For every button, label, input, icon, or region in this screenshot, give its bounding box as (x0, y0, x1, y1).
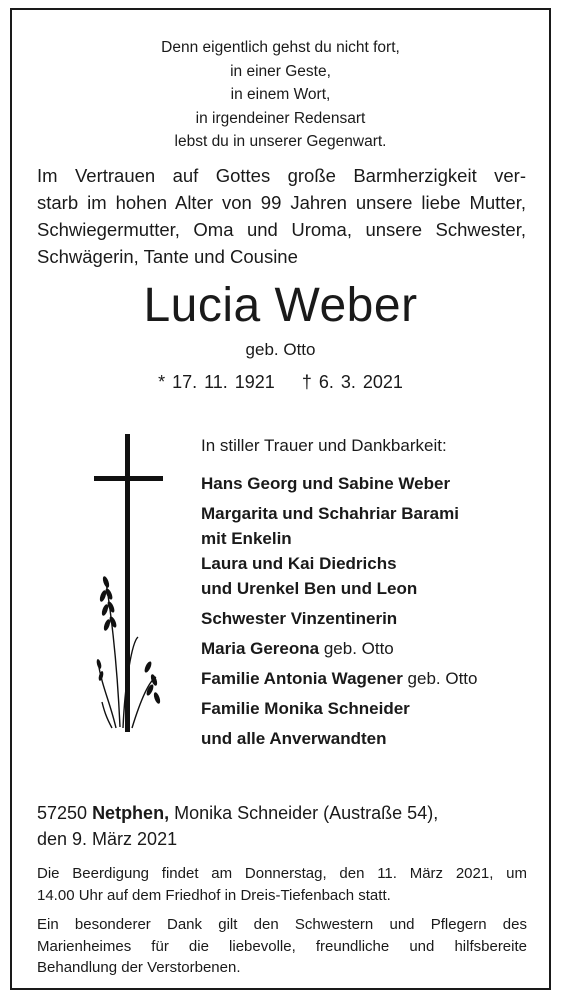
city: Netphen, (92, 803, 170, 823)
poem-line: in einem Wort, (230, 86, 331, 104)
notice-date: den 9. März 2021 (37, 829, 178, 849)
cross-with-grain-icon (92, 432, 187, 737)
mourner-entry (201, 636, 541, 661)
mourner-name: Maria Gereona (201, 639, 320, 658)
zip-code: 57250 (37, 803, 93, 823)
intro-text (37, 162, 526, 270)
life-dates (12, 372, 549, 393)
funeral-notice (37, 863, 527, 906)
mourner-name: Familie Antonia Wagener (201, 669, 403, 688)
intro-line: starb im hohen Alter von 99 Jahren unsere liebe Mutter, (37, 192, 526, 213)
funeral-line: 14.00 Uhr auf dem Friedhof in Dreis-Tiefenbach statt. (37, 886, 391, 904)
death-date: † 6. 3. 2021 (301, 372, 403, 392)
mourner-entry: Familie Monika Schneider (201, 699, 410, 718)
poem-line: in irgendeiner Redensart (195, 109, 366, 127)
obituary-frame (10, 8, 551, 990)
poem (12, 36, 549, 154)
address-line (37, 800, 527, 826)
intro-line: Schwiegermutter, Oma und Uroma, unsere Schwester, (37, 219, 526, 240)
mourner-entry: Hans Georg und Sabine Weber (201, 474, 451, 493)
mourners-heading: In stiller Trauer und Dankbarkeit: (201, 436, 447, 455)
poem-line: in einer Geste, (230, 62, 331, 80)
birth-date: * 17. 11. 1921 (158, 372, 275, 392)
mourner-entry: mit Enkelin (201, 529, 292, 548)
thanks-notice (37, 914, 527, 979)
address: Monika Schneider (Austraße 54), (169, 803, 439, 823)
mourner-suffix: geb. Otto (319, 639, 394, 658)
mourner-suffix: geb. Otto (402, 669, 478, 688)
funeral-line: Die Beerdigung findet am Donnerstag, den 11. März 2021, um (37, 865, 527, 882)
place-and-date (37, 800, 527, 852)
poem-line: Denn eigentlich gehst du nicht fort, (161, 39, 400, 56)
intro-line: Schwägerin, Tante und Cousine (37, 246, 298, 267)
mourner-entry (201, 666, 541, 691)
mourners-list (201, 435, 541, 751)
deceased-name: Lucia Weber (143, 279, 418, 332)
thanks-line: Ein besonderer Dank gilt den Schwestern und Pflegern des (37, 916, 527, 933)
mourner-entry: und Urenkel Ben und Leon (201, 579, 418, 598)
birth-name: geb. Otto (245, 340, 316, 359)
mourner-entry: und alle Anverwandten (201, 729, 387, 748)
thanks-line: Behandlung der Verstorbenen. (37, 959, 241, 976)
poem-line: lebst du in unserer Gegenwart. (174, 133, 387, 151)
mourner-entry: Margarita und Schahriar Barami (201, 504, 459, 523)
mourner-entry: Laura und Kai Diedrichs (201, 554, 397, 573)
intro-line: Im Vertrauen auf Gottes große Barmherzigkeit ver- (37, 165, 526, 186)
mourner-entry: Schwester Vinzentinerin (201, 609, 398, 628)
thanks-line: Marienheimes für die liebevolle, freundliche und hilfsbereite (37, 937, 527, 955)
